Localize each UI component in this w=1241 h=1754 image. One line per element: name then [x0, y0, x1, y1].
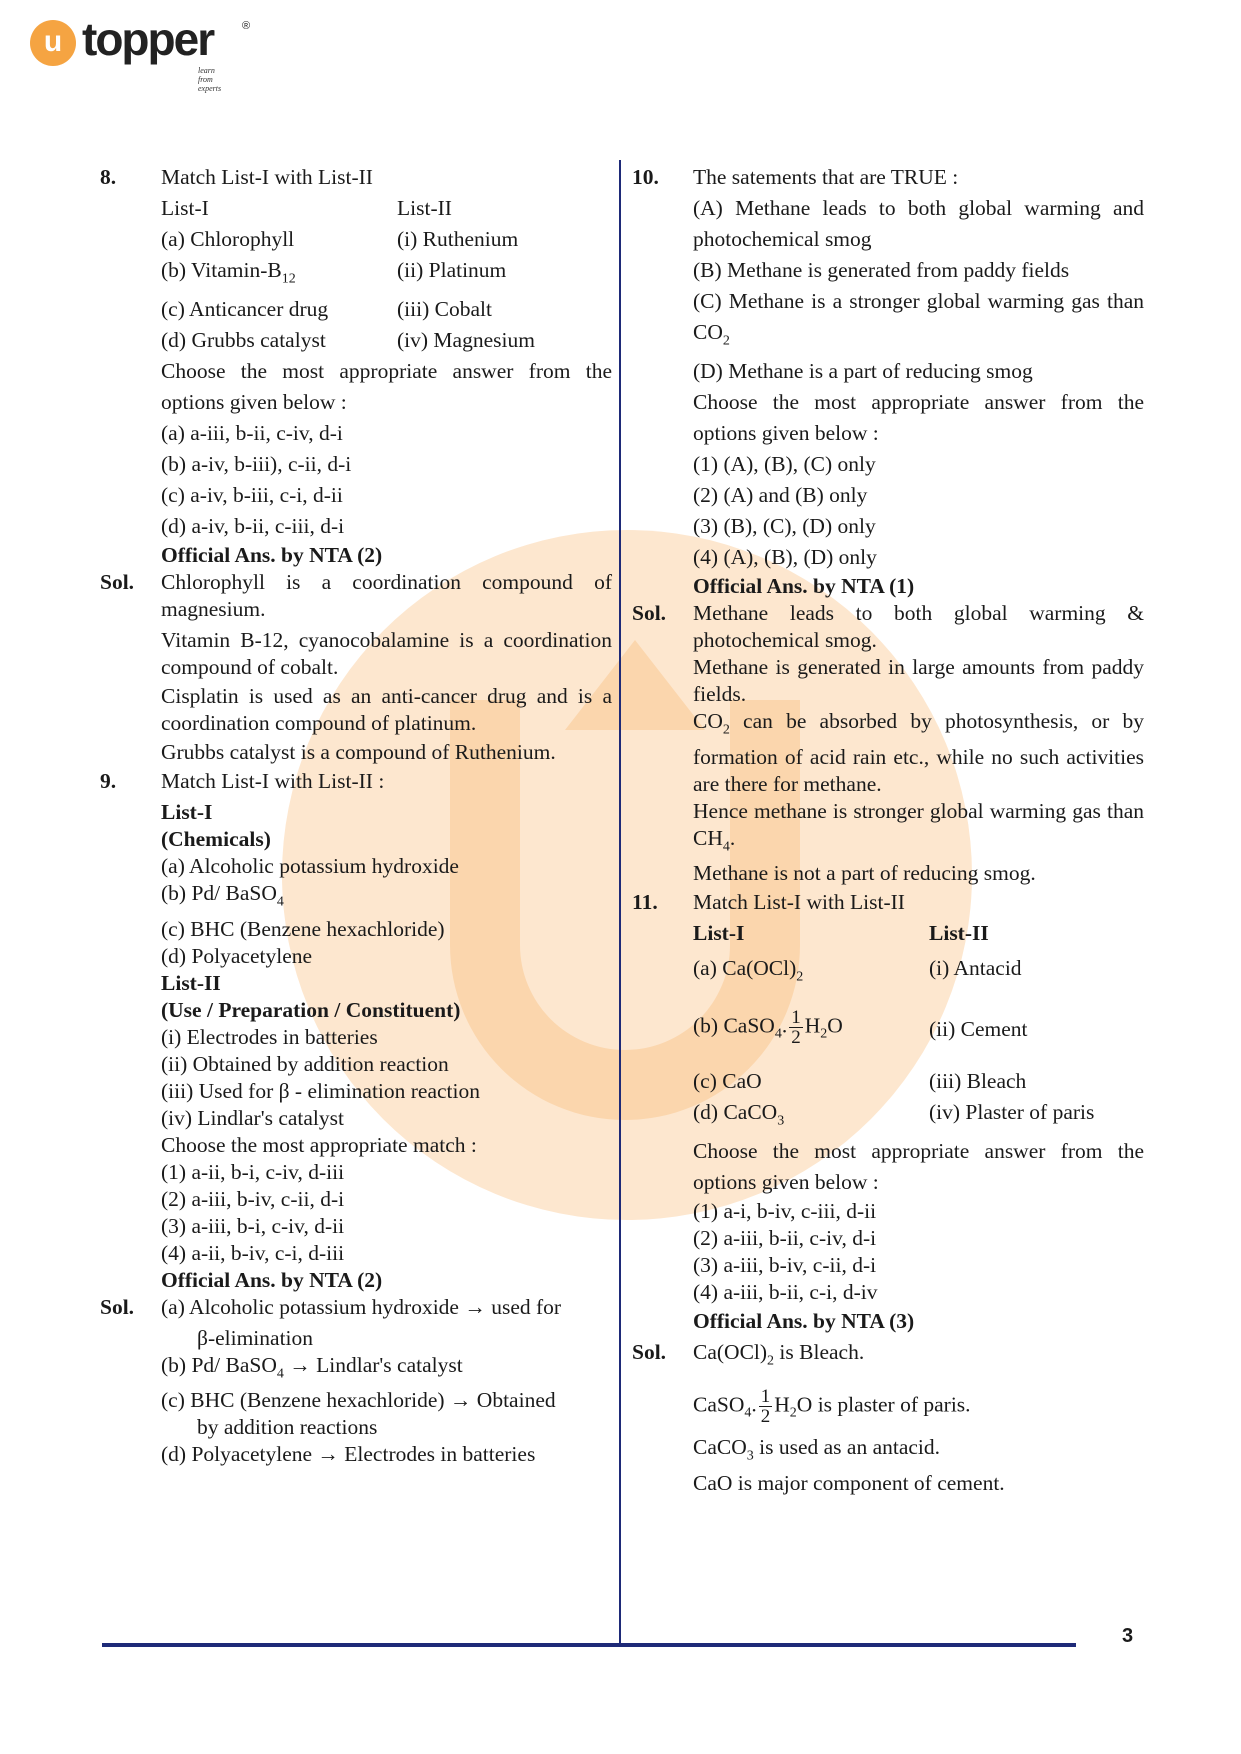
q11-sol-line: CaSO$_4$. $\frac{1}{2}$ $H_2O$ is plaster of paris.: [693, 1385, 971, 1427]
q8-sol-line: Cisplatin is used as an anti-cancer drug and is a coordination compound of platinum.: [161, 684, 612, 736]
q11-answer: Official Ans. by NTA (3): [693, 1309, 915, 1334]
q11-item-right: (iv) Plaster of paris: [929, 1099, 1095, 1124]
q10-sol-label: Sol.: [632, 601, 667, 626]
q11-pair-c: [693, 1066, 1144, 1097]
q9-list2-sub: (Use / Preparation / Constituent): [161, 997, 461, 1022]
q9-list2-item: (iii) Used for β - elimination reaction: [161, 1078, 481, 1103]
q8-item-left: (a) Chlorophyll: [161, 227, 295, 251]
q8-option[interactable]: (b) a-iv, b-iii), c-ii, d-i: [161, 452, 352, 477]
q8-item-left: (b) Vitamin-$B_{12}$: [161, 258, 296, 287]
q9-option[interactable]: (3) a-iii, b-i, c-iv, d-ii: [161, 1213, 345, 1238]
q10-title: The satements that are TRUE :: [693, 165, 959, 189]
q9-sol-line: by addition reactions: [197, 1414, 378, 1439]
q10-solution: [632, 600, 1144, 654]
q10-option[interactable]: (1) (A), (B), (C) only: [693, 452, 876, 477]
q9-list1-item: (d) Polyacetylene: [161, 943, 313, 968]
q9-sol-line: (b) Pd/ BaSO$_4$ → Lindlar's catalyst: [161, 1352, 463, 1381]
q9-title: Match List-I with List-II :: [161, 769, 385, 794]
q11-list2-head: List-II: [929, 920, 989, 945]
q8-list1-head: List-I: [161, 196, 209, 220]
q8-option[interactable]: (c) a-iv, b-iii, c-i, d-ii: [161, 483, 343, 508]
q8-item-left: (d) Grubbs catalyst: [161, 328, 326, 353]
q11-prompt: Choose the most appropriate answer from the options given below :: [693, 1139, 1144, 1195]
q10-statement: (D) Methane is a part of reducing smog: [693, 359, 1033, 384]
q10-statement: (C) Methane is a stronger global warming gas than $CO_2$: [693, 289, 1144, 349]
q9-list2-head: List-II: [161, 970, 221, 995]
q8-number: 8.: [100, 165, 117, 189]
q9-solution: [100, 1294, 612, 1325]
q9-list1-item: (c) BHC (Benzene hexachloride): [161, 916, 445, 941]
q9-sol-line: (a) Alcoholic potassium hydroxide → used for: [161, 1294, 562, 1319]
q10-number: 10.: [632, 165, 659, 189]
q8-solution: [100, 569, 612, 623]
fraction-half: $\frac{1}{2}$: [760, 1385, 771, 1427]
q8-sol-line: Grubbs catalyst is a compound of Ruthenium.: [161, 740, 556, 765]
q8-pair-b: [161, 255, 612, 294]
footer-rule: [102, 1643, 1076, 1647]
q9-list1-item: (a) Alcoholic potassium hydroxide: [161, 854, 459, 879]
q11-list-heads: [693, 918, 1144, 949]
q8-pair-c: [161, 294, 612, 325]
q9-list2-item: (ii) Obtained by addition reaction: [161, 1051, 449, 1076]
page-number: 3: [1122, 1625, 1134, 1647]
logo-tagline: learn from experts: [198, 66, 222, 93]
q8-sol-line: Chlorophyll is a coordination compound of magnesium.: [161, 570, 612, 622]
q10-option[interactable]: (3) (B), (C), (D) only: [693, 514, 876, 539]
q11-item-right: (iii) Bleach: [929, 1068, 1027, 1093]
column-divider: [619, 160, 621, 1645]
q9-answer: Official Ans. by NTA (2): [161, 1267, 383, 1292]
q8-title-row: [100, 162, 612, 193]
q10-statement: (A) Methane leads to both global warming and photochemical smog: [693, 196, 1144, 251]
q11-option[interactable]: (4) a-iii, b-ii, c-i, d-iv: [693, 1280, 878, 1305]
q10-sol-line: Methane is generated in large amounts from paddy fields.: [693, 655, 1144, 707]
q11-option[interactable]: (3) a-iii, b-iv, c-ii, d-i: [693, 1253, 877, 1278]
q8-list-heads: [161, 193, 612, 224]
q10-title-row: [632, 162, 1144, 193]
q9-sol-line: β-elimination: [197, 1325, 314, 1350]
q11-solution: [632, 1337, 1144, 1376]
q9-list2-item: (iv) Lindlar's catalyst: [161, 1105, 344, 1130]
q11-item-right: (ii) Cement: [929, 1016, 1028, 1041]
q8-title: Match List-I with List-II: [161, 165, 373, 189]
logo-wordmark: topper: [82, 13, 214, 65]
q11-title: Match List-I with List-II: [693, 889, 905, 914]
q11-title-row: [632, 887, 1144, 918]
q8-prompt: Choose the most appropriate answer from the options given below :: [161, 359, 612, 415]
q9-list2-item: (i) Electrodes in batteries: [161, 1024, 378, 1049]
q10-answer: Official Ans. by NTA (1): [693, 574, 915, 599]
q8-item-right: (iv) Magnesium: [397, 328, 535, 353]
q10-statement: (B) Methane is generated from paddy fields: [693, 258, 1070, 282]
q9-option[interactable]: (1) a-ii, b-i, c-iv, d-iii: [161, 1159, 345, 1184]
q11-sol-label: Sol.: [632, 1340, 667, 1365]
q11-sol-line: CaCO$_3$ is used as an antacid.: [693, 1435, 941, 1464]
q10-sol-line: Methane leads to both global warming & photochemical smog.: [693, 601, 1144, 653]
q11-sol-line: CaO is major component of cement.: [693, 1470, 1005, 1495]
q8-pair-d: [161, 325, 612, 356]
q8-sol-line: Vitamin B-12, cyanocobalamine is a coordination compound of cobalt.: [161, 628, 612, 680]
q11-item-left: (d) CaCO$_3$: [693, 1099, 785, 1129]
q11-option[interactable]: (2) a-iii, b-ii, c-iv, d-i: [693, 1226, 877, 1251]
q11-item-left: (a) $Ca(OCl)_2$: [693, 955, 804, 985]
q11-pair-a: [693, 953, 1144, 992]
q11-number: 11.: [632, 889, 658, 914]
q9-list1-sub: (Chemicals): [161, 827, 271, 852]
q10-prompt: Choose the most appropriate answer from the options given below :: [693, 390, 1144, 446]
logo-registered-mark: ®: [242, 20, 251, 32]
q10-sol-line: $CO_2$ can be absorbed by photosynthesis, or by formation of acid rain etc., while no such activities are there for methane.: [693, 709, 1144, 796]
q9-list1-head: List-I: [161, 800, 213, 825]
q9-sol-label: Sol.: [100, 1294, 135, 1319]
q8-option[interactable]: (a) a-iii, b-ii, c-iv, d-i: [161, 421, 343, 446]
q9-prompt: Choose the most appropriate match :: [161, 1132, 477, 1157]
left-column: [100, 162, 612, 1468]
q11-pair-d: [693, 1097, 1144, 1136]
q10-option[interactable]: (2) (A) and (B) only: [693, 483, 868, 508]
q10-sol-line: Methane is not a part of reducing smog.: [693, 860, 1036, 885]
q11-sol-line: $Ca(OCl)_2$ is Bleach.: [693, 1340, 865, 1369]
q11-item-right: (i) Antacid: [929, 955, 1022, 980]
q10-option[interactable]: (4) (A), (B), (D) only: [693, 545, 877, 570]
fraction-half: $\frac{1}{2}$: [791, 1007, 801, 1049]
q11-pair-b: [693, 1008, 1144, 1050]
q10-sol-line: Hence methane is stronger global warming gas than $CH_4$.: [693, 798, 1144, 854]
q11-item-left: (b) CaSO$_4$. $\frac{1}{2}$ $H_2O$: [693, 1007, 843, 1049]
q8-item-right: (i) Ruthenium: [397, 227, 519, 251]
q8-option[interactable]: (d) a-iv, b-ii, c-iii, d-i: [161, 514, 345, 539]
q8-item-right: (ii) Platinum: [397, 258, 507, 282]
q8-sol-label: Sol.: [100, 570, 135, 595]
q11-item-left: (c) CaO: [693, 1068, 762, 1093]
q11-option[interactable]: (1) a-i, b-iv, c-iii, d-ii: [693, 1199, 877, 1224]
q9-sol-line: (d) Polyacetylene → Electrodes in batteries: [161, 1441, 536, 1466]
q9-title-row: [100, 768, 612, 799]
q8-answer: Official Ans. by NTA (2): [161, 543, 383, 568]
q11-list1-head: List-I: [693, 920, 745, 945]
q9-option[interactable]: (2) a-iii, b-iv, c-ii, d-i: [161, 1186, 345, 1211]
q9-list1-item: (b) Pd/ BaSO$_4$: [161, 881, 284, 910]
q8-pair-a: [161, 224, 612, 255]
q8-item-left: (c) Anticancer drug: [161, 297, 329, 322]
q8-item-right: (iii) Cobalt: [397, 297, 492, 322]
q9-sol-line: (c) BHC (Benzene hexachloride) → Obtained: [161, 1387, 556, 1412]
right-column: [632, 162, 1144, 1497]
q9-number: 9.: [100, 769, 117, 794]
q9-option[interactable]: (4) a-ii, b-iv, c-i, d-iii: [161, 1240, 345, 1265]
q8-list2-head: List-II: [397, 196, 452, 220]
logo-u-icon: u: [30, 20, 76, 66]
